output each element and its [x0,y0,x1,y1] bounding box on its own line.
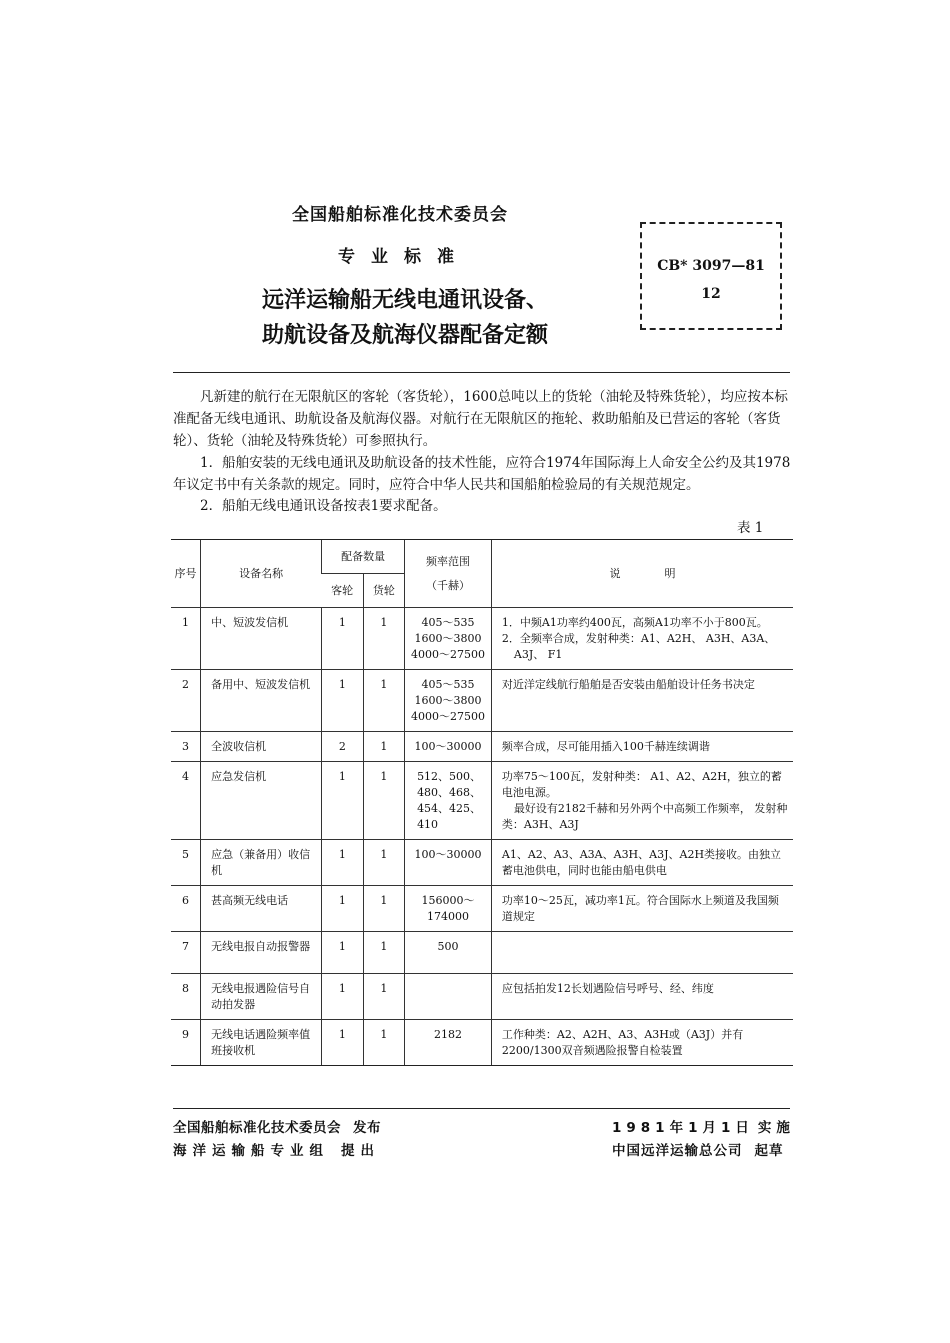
row-name: 中、短波发信机 [201,608,322,670]
committee-name: 全国船舶标准化技术委员会 [292,205,508,225]
freq-line: 405～535 [421,616,475,629]
row-freq [405,762,492,840]
row-name: 应急（兼备用）收信机 [201,840,322,886]
row-cargo-qty: 1 [363,840,404,886]
row-desc: 工作种类：A2、A2H、A3、A3H或（A3J）并有2200/1300双音频遇险报警自检装置 [491,1020,793,1066]
row-desc [491,608,793,670]
table-row [171,840,793,886]
issue-label: 发布 [353,1120,381,1136]
standard-title-line2: 助航设备及航海仪器配备定额 [262,323,549,348]
propose-label: 提出 [341,1143,380,1159]
row-no: 9 [171,1020,201,1066]
row-freq: 100～30000 [405,732,492,762]
table-row [171,732,793,762]
row-passenger-qty: 1 [322,1020,363,1066]
row-passenger-qty: 1 [322,608,363,670]
footer-issue [173,1116,381,1136]
code-box-frame [640,222,782,330]
row-name: 无线电报自动报警器 [201,932,322,974]
standard-code: CB* 3097—81 [657,258,765,274]
row-passenger-qty: 1 [322,840,363,886]
standard-title-line1: 远洋运输船无线电通讯设备、 [262,288,549,313]
row-name: 无线电话遇险频率值班接收机 [201,1020,322,1066]
clause-1: 1．船舶安装的无线电通讯及助航设备的技术性能，应符合1974年国际海上人命安全公约及其1978年议定书中有关条款的规定。同时，应符合中华人民共和国船舶检验局的有关规范规定。 [173,455,791,493]
header-freq-unit: （千赫） [425,578,470,592]
desc-line: 功率75～100瓦，发射种类： A1、A2、A2H，独立的蓄电池电源。 [501,770,782,799]
table-row [171,932,793,974]
desc-line: A3J、 F1 [513,648,563,661]
standard-code-sub: 12 [701,286,721,302]
footer-implement [612,1116,795,1136]
footer-propose [173,1139,380,1159]
row-desc: 对近洋定线航行船舶是否安装由船舶设计任务书决定 [491,670,793,732]
row-desc: 频率合成，尽可能用插入100千赫连续调谐 [491,732,793,762]
row-no: 5 [171,840,201,886]
freq-line: 4000～27500 [410,710,485,723]
draft-org: 中国远洋运输总公司 [612,1143,743,1159]
row-passenger-qty: 1 [322,886,363,932]
header-no: 序号 [171,540,201,608]
row-desc: 应包括拍发12长划遇险信号呼号、经、纬度 [491,974,793,1020]
row-no: 2 [171,670,201,732]
row-passenger-qty: 2 [322,732,363,762]
row-freq: 2182 [405,1020,492,1066]
row-cargo-qty: 1 [363,886,404,932]
row-desc [491,932,793,974]
row-name: 全波收信机 [201,732,322,762]
standard-code-box [640,222,782,330]
implement-label: 实施 [757,1120,795,1136]
desc-line: 1．中频A1功率约400瓦，高频A1功率不小于800瓦。 [501,616,768,629]
freq-line: 512、500、480、468、 [417,770,482,799]
footer-draft [612,1139,784,1159]
row-passenger-qty: 1 [322,932,363,974]
header-name: 设备名称 [201,540,322,608]
freq-line: 454、425、410 [417,802,482,831]
table-row [171,762,793,840]
row-desc: 功率10～25瓦，减功率1瓦。符合国际水上频道及我国频道规定 [491,886,793,932]
row-cargo-qty: 1 [363,1020,404,1066]
row-passenger-qty: 1 [322,974,363,1020]
draft-label: 起草 [754,1143,784,1159]
table-row [171,1020,793,1066]
row-no: 3 [171,732,201,762]
row-cargo-qty: 1 [363,974,404,1020]
propose-org: 海洋运输船专业组 [173,1143,329,1159]
table-row [171,608,793,670]
row-name: 无线电报遇险信号自动拍发器 [201,974,322,1020]
header-freq [405,540,492,608]
row-passenger-qty: 1 [322,762,363,840]
row-no: 6 [171,886,201,932]
row-freq [405,670,492,732]
row-desc [491,762,793,840]
row-cargo-qty: 1 [363,608,404,670]
row-freq: 500 [405,932,492,974]
freq-line: 405～535 [421,678,475,691]
row-no: 4 [171,762,201,840]
table-row [171,886,793,932]
row-cargo-qty: 1 [363,732,404,762]
row-name: 甚高频无线电话 [201,886,322,932]
row-passenger-qty: 1 [322,670,363,732]
table-row [171,670,793,732]
table-label: 表 1 [737,520,764,536]
table-row [171,974,793,1020]
row-no: 8 [171,974,201,1020]
row-freq: 100～30000 [405,840,492,886]
desc-line: 最好设有2182千赫和另外两个中高频工作频率， 发射种类：A3H、A3J [501,802,788,831]
freq-line: 1600～3800 [414,632,482,645]
row-freq: 156000～174000 [405,886,492,932]
row-freq [405,608,492,670]
equipment-table [171,539,793,1066]
header-passenger: 客轮 [322,574,363,608]
header-freq-label: 频率范围 [425,554,470,568]
row-freq [405,974,492,1020]
desc-line: 2．全频率合成，发射种类：A1、A2H、 A3H、A3A、 [501,632,776,645]
implement-date: 1981年1月1日 [612,1120,754,1136]
issue-org: 全国船舶标准化技术委员会 [173,1120,341,1136]
freq-line: 1600～3800 [414,694,482,707]
row-no: 7 [171,932,201,974]
row-cargo-qty: 1 [363,762,404,840]
header-cargo: 货轮 [363,574,404,608]
row-cargo-qty: 1 [363,932,404,974]
row-desc: A1、A2、A3、A3A、A3H、A3J、A2H类接收。由独立蓄电池供电，同时也能由船电供电 [491,840,793,886]
header-desc: 说 明 [491,540,793,608]
standard-kind: 专业标准 [338,247,470,267]
row-name: 备用中、短波发信机 [201,670,322,732]
clause-2: 2．船舶无线电通讯设备按表1要求配备。 [200,498,447,514]
row-name: 应急发信机 [201,762,322,840]
row-no: 1 [171,608,201,670]
freq-line: 4000～27500 [410,648,485,661]
row-cargo-qty: 1 [363,670,404,732]
header-divider [173,372,790,373]
footer-divider [173,1108,790,1109]
header-qty: 配备数量 [322,540,405,574]
intro-paragraph: 凡新建的航行在无限航区的客轮（客货轮），1600总吨以上的货轮（油轮及特殊货轮），均应按本标准配备无线电通讯、助航设备及航海仪器。对航行在无限航区的拖轮、救助船舶及已营运的客轮（客货轮）、货轮（油轮及特殊货轮）可参照执行。 [173,389,788,449]
